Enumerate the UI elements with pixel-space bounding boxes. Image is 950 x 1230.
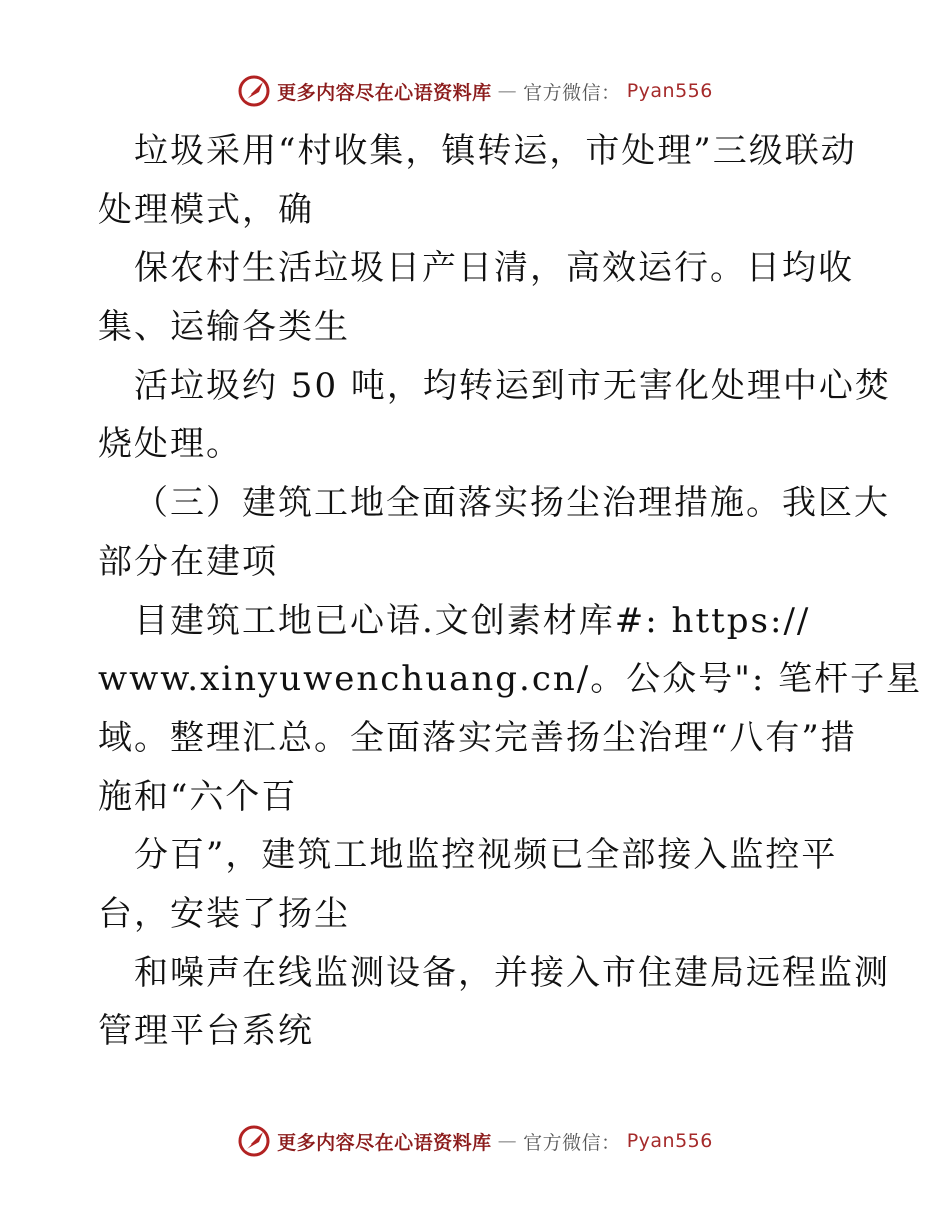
text-line: 活垃圾约 50 吨，均转运到市无害化处理中心焚 bbox=[134, 365, 891, 406]
footer-watermark bbox=[0, 1124, 950, 1158]
text-line: 保农村生活垃圾日产日清，高效运行。日均收 bbox=[134, 248, 854, 289]
text-line: 和噪声在线监测设备，并接入市住建局远程监测 bbox=[134, 952, 890, 993]
header-watermark bbox=[0, 74, 950, 108]
text-line: 台，安装了扬尘 bbox=[98, 893, 350, 934]
text-line: 部分在建项 bbox=[98, 541, 278, 582]
text-line: 集、运输各类生 bbox=[98, 307, 350, 348]
text-line: 目建筑工地已心语.文创素材库#: https:// bbox=[134, 600, 811, 641]
text-line: 分百”，建筑工地监控视频已全部接入监控平 bbox=[134, 835, 838, 876]
watermark-wechat-label: 官方微信： bbox=[523, 81, 621, 104]
quill-logo-icon bbox=[237, 74, 271, 108]
watermark-dash: — bbox=[497, 1130, 518, 1152]
watermark-wechat-id: Pyan556 bbox=[626, 80, 713, 102]
text-line: 处理模式，确 bbox=[98, 189, 314, 230]
document-body bbox=[98, 122, 923, 1061]
watermark-dash: — bbox=[497, 80, 518, 102]
text-line: www.xinyuwenchuang.cn/。公众号": 笔杆子星 bbox=[98, 659, 923, 700]
quill-logo-icon bbox=[237, 1124, 271, 1158]
text-line: 域。整理汇总。全面落实完善扬尘治理“八有”措 bbox=[98, 717, 857, 758]
text-line: 施和“六个百 bbox=[98, 776, 298, 817]
text-line: （三）建筑工地全面落实扬尘治理措施。我区大 bbox=[134, 483, 890, 524]
watermark-wechat-label: 官方微信： bbox=[523, 1131, 621, 1154]
watermark-slogan: 更多内容尽在心语资料库 bbox=[277, 1131, 492, 1154]
text-line: 烧处理。 bbox=[98, 424, 242, 465]
text-line: 垃圾采用“村收集，镇转运，市处理”三级联动 bbox=[134, 131, 857, 171]
watermark-wechat-id: Pyan556 bbox=[626, 1130, 713, 1152]
text-line: 管理平台系统 bbox=[98, 1011, 314, 1052]
watermark-slogan: 更多内容尽在心语资料库 bbox=[277, 81, 492, 104]
